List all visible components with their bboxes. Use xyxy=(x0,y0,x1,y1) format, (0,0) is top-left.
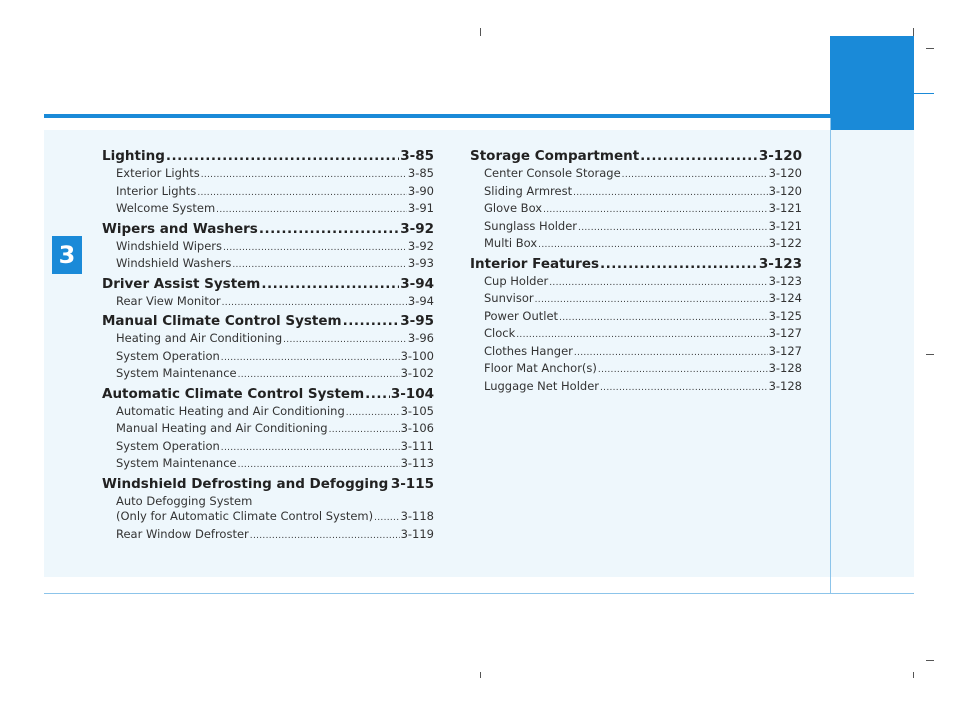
leader-dots xyxy=(223,241,407,257)
toc-item-title: Exterior Lights xyxy=(116,166,200,180)
toc-section-page: 3-115 xyxy=(390,475,434,492)
leader-dots xyxy=(343,312,400,331)
toc-item-title: Rear Window Defroster xyxy=(116,526,249,541)
toc-item-title: Rear View Monitor xyxy=(116,293,221,308)
toc-section-title: Wipers and Washers xyxy=(102,220,258,237)
leader-dots xyxy=(640,147,758,166)
toc-item-page: 3-128 xyxy=(768,378,802,393)
toc-section-page: 3-123 xyxy=(758,255,802,272)
toc-section[interactable] xyxy=(102,220,434,239)
toc-section-title: Automatic Climate Control System xyxy=(102,385,365,402)
toc-item-title: Power Outlet xyxy=(484,308,559,323)
toc-item[interactable] xyxy=(102,421,434,439)
leader-dots xyxy=(538,238,767,254)
leader-dots xyxy=(346,406,400,422)
leader-dots xyxy=(622,168,768,184)
toc-item-page: 3-121 xyxy=(768,201,802,215)
leader-dots xyxy=(283,333,407,349)
leader-dots xyxy=(574,346,768,362)
toc-item-page: 3-92 xyxy=(407,238,434,253)
divider-tab xyxy=(914,93,934,94)
leader-dots xyxy=(197,186,407,202)
toc-item-page: 3-125 xyxy=(768,308,802,323)
toc-item-page: 3-85 xyxy=(407,166,434,180)
toc-item-title: Interior Lights xyxy=(116,183,197,198)
leader-dots xyxy=(573,186,768,202)
toc-section[interactable] xyxy=(470,255,802,274)
toc-section-title: Driver Assist System xyxy=(102,275,261,292)
toc-item[interactable] xyxy=(470,219,802,237)
toc-item-title: Sliding Armrest xyxy=(484,183,573,198)
toc-section-page: 3-104 xyxy=(390,385,434,402)
crop-mark xyxy=(480,28,481,36)
toc-section-page: 3-95 xyxy=(400,313,434,329)
toc-section-page: 3-94 xyxy=(400,275,434,292)
toc-item-page: 3-100 xyxy=(400,348,434,363)
toc-item-page: 3-120 xyxy=(768,166,802,180)
toc-item-page: 3-128 xyxy=(768,361,802,375)
toc-section-title: Lighting xyxy=(102,148,165,164)
toc-item[interactable] xyxy=(470,291,802,309)
leader-dots xyxy=(238,458,400,474)
header-bar xyxy=(44,114,830,118)
leader-dots xyxy=(535,293,768,309)
toc-item-page: 3-102 xyxy=(400,366,434,380)
leader-dots xyxy=(598,363,768,379)
toc-item-page: 3-122 xyxy=(768,236,802,250)
toc-item[interactable] xyxy=(102,509,434,527)
toc-section-title: Storage Compartment xyxy=(470,148,640,164)
toc-item-page: 3-94 xyxy=(407,293,434,308)
toc-item[interactable] xyxy=(102,456,434,474)
toc-section-page: 3-92 xyxy=(400,220,434,237)
toc-item-title: Floor Mat Anchor(s) xyxy=(484,361,597,375)
toc-item-page: 3-105 xyxy=(400,403,434,418)
leader-dots xyxy=(221,441,400,457)
toc-item[interactable] xyxy=(102,439,434,457)
toc-item-title: Center Console Storage xyxy=(484,166,621,180)
toc-item-title: (Only for Automatic Climate Control System) xyxy=(116,509,374,523)
toc-item-title: Automatic Heating and Air Conditioning xyxy=(116,403,345,418)
crop-mark xyxy=(926,660,934,661)
toc-item-title: System Maintenance xyxy=(116,456,237,470)
toc-item-page: 3-96 xyxy=(407,331,434,345)
toc-item-title: Manual Heating and Air Conditioning xyxy=(116,421,328,435)
toc-section-page: 3-85 xyxy=(400,148,434,164)
toc-section[interactable] xyxy=(102,275,434,294)
toc-item-page: 3-119 xyxy=(400,526,434,541)
leader-dots xyxy=(232,258,407,274)
crop-mark xyxy=(913,672,914,678)
toc-right-column xyxy=(470,146,802,396)
toc-section-title: Interior Features xyxy=(470,255,600,272)
toc-item-title[interactable]: Auto Defogging System xyxy=(116,493,253,508)
toc-item[interactable] xyxy=(102,201,434,219)
toc-section[interactable] xyxy=(102,147,434,166)
toc-item[interactable] xyxy=(470,166,802,184)
toc-item-title: Glove Box xyxy=(484,201,543,215)
toc-item-page: 3-91 xyxy=(407,201,434,215)
chapter-tab xyxy=(830,36,914,130)
toc-item-page: 3-127 xyxy=(768,343,802,358)
leader-dots xyxy=(516,328,767,344)
toc-item[interactable] xyxy=(102,527,434,545)
leader-dots xyxy=(600,381,768,397)
toc-item-page: 3-93 xyxy=(407,256,434,270)
toc-item-title: Luggage Net Holder xyxy=(484,378,599,393)
toc-item[interactable] xyxy=(470,236,802,254)
toc-item[interactable] xyxy=(470,309,802,327)
toc-item-title: Sunglass Holder xyxy=(484,218,578,233)
crop-mark xyxy=(480,672,481,678)
leader-dots xyxy=(374,511,399,527)
toc-item[interactable] xyxy=(470,184,802,202)
toc-item-page: 3-118 xyxy=(400,509,434,523)
toc-item-title: Windshield Wipers xyxy=(116,238,223,253)
toc-item-title: System Maintenance xyxy=(116,366,237,380)
toc-item[interactable] xyxy=(470,379,802,397)
leader-dots xyxy=(250,529,400,545)
leader-dots xyxy=(221,351,400,367)
toc-item-title: Cup Holder xyxy=(484,273,549,288)
leader-dots xyxy=(559,311,768,327)
divider-vertical xyxy=(830,118,831,594)
toc-section-title: Manual Climate Control System xyxy=(102,313,342,329)
toc-section[interactable] xyxy=(102,312,434,331)
leader-dots xyxy=(222,296,407,312)
toc-item[interactable] xyxy=(102,349,434,367)
toc-item[interactable] xyxy=(102,366,434,384)
divider-horizontal xyxy=(44,593,914,594)
toc-item-page: 3-124 xyxy=(768,291,802,305)
leader-dots xyxy=(365,385,390,404)
toc-item-page: 3-120 xyxy=(768,183,802,198)
toc-section-title: Windshield Defrosting and Defogging xyxy=(102,475,389,492)
toc-item[interactable] xyxy=(102,404,434,422)
toc-item-page: 3-106 xyxy=(400,421,434,435)
leader-dots xyxy=(166,147,399,166)
crop-mark xyxy=(926,48,934,49)
toc-item[interactable] xyxy=(470,201,802,219)
chapter-number-badge: 3 xyxy=(52,236,82,274)
toc-item[interactable] xyxy=(102,239,434,257)
toc-section[interactable] xyxy=(470,147,802,166)
toc-item[interactable] xyxy=(470,344,802,362)
toc-item-title: Multi Box xyxy=(484,236,538,250)
leader-dots xyxy=(201,168,407,184)
toc-section[interactable] xyxy=(102,475,434,494)
leader-dots xyxy=(238,368,400,384)
leader-dots xyxy=(259,220,399,239)
toc-item[interactable] xyxy=(102,256,434,274)
toc-item-title: System Operation xyxy=(116,348,220,363)
leader-dots xyxy=(543,203,768,219)
toc-item-page: 3-123 xyxy=(768,273,802,288)
toc-item-page: 3-90 xyxy=(407,183,434,198)
toc-item-title: Welcome System xyxy=(116,201,216,215)
toc-section[interactable] xyxy=(102,385,434,404)
toc-item-title: System Operation xyxy=(116,438,220,453)
crop-mark xyxy=(926,354,934,355)
toc-left-column xyxy=(102,146,434,544)
toc-item-title: Windshield Washers xyxy=(116,256,232,270)
leader-dots xyxy=(216,203,407,219)
toc-item[interactable] xyxy=(470,361,802,379)
toc-item[interactable] xyxy=(102,294,434,312)
crop-mark xyxy=(913,28,914,36)
leader-dots xyxy=(600,255,758,274)
toc-item[interactable] xyxy=(470,326,802,344)
leader-dots xyxy=(578,221,768,237)
toc-item[interactable] xyxy=(470,274,802,292)
toc-item-title: Clock xyxy=(484,326,516,340)
toc-item-page: 3-127 xyxy=(768,326,802,340)
toc-item-title: Clothes Hanger xyxy=(484,343,573,358)
toc-item[interactable] xyxy=(102,331,434,349)
toc-item-title: Sunvisor xyxy=(484,291,534,305)
toc-item[interactable] xyxy=(102,166,434,184)
toc-section-page: 3-120 xyxy=(758,148,802,164)
leader-dots xyxy=(261,275,399,294)
toc-item-page: 3-113 xyxy=(400,456,434,470)
leader-dots xyxy=(389,475,390,494)
toc-item-page: 3-121 xyxy=(768,218,802,233)
toc-item[interactable] xyxy=(102,184,434,202)
leader-dots xyxy=(549,276,767,292)
toc-item-title: Heating and Air Conditioning xyxy=(116,331,283,345)
toc-item-page: 3-111 xyxy=(400,438,434,453)
leader-dots xyxy=(329,423,400,439)
